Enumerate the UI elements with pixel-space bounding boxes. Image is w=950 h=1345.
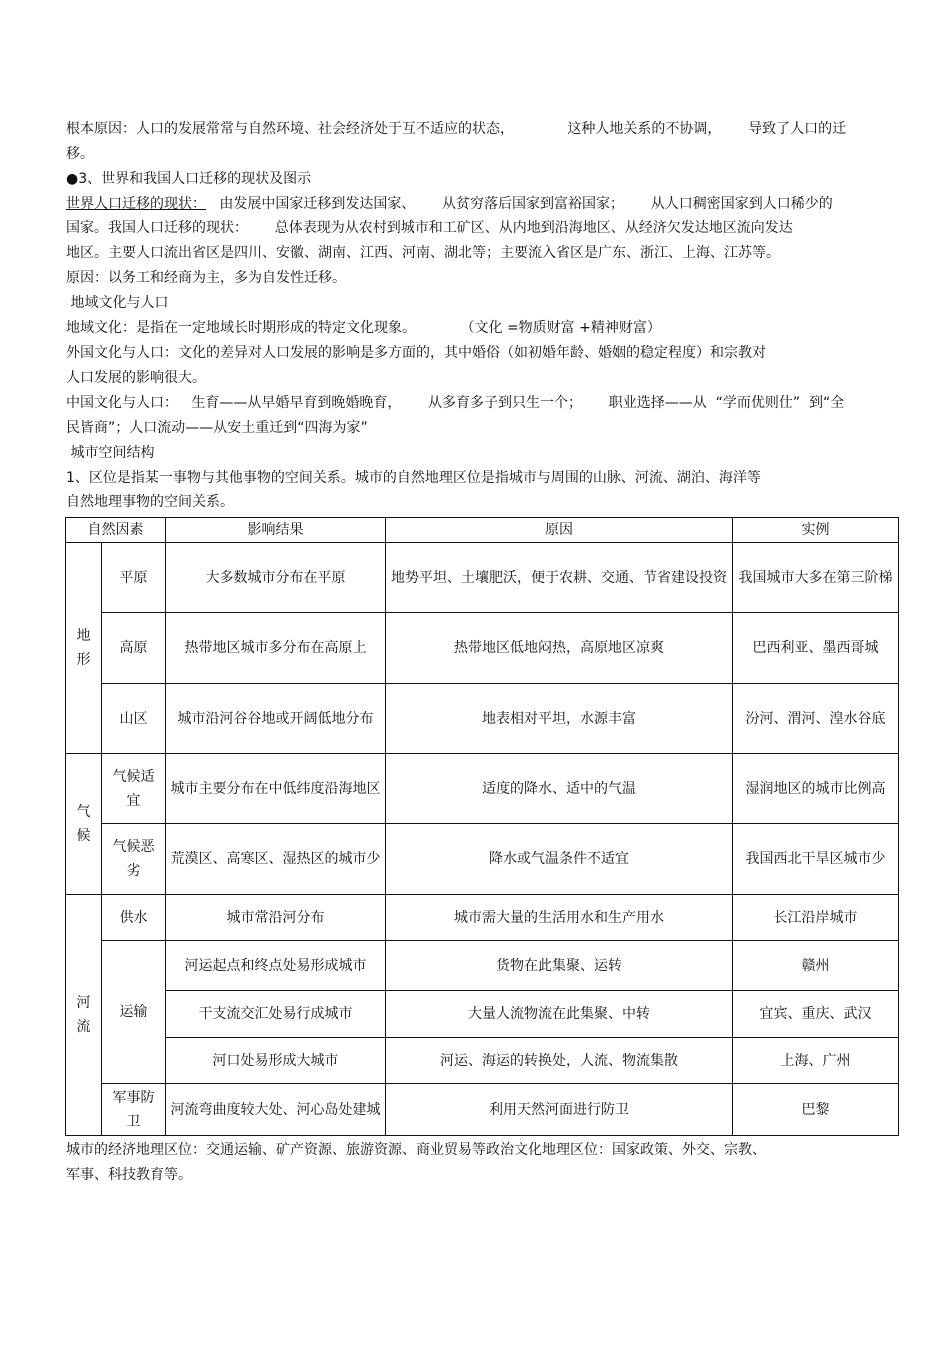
- text-line: 中国文化与人口： 生育——从早婚早育到晚婚晚育， 从多育多子到只生一个； 职业选择——从 “学而优则仕” 到“全: [66, 395, 845, 411]
- subfactor-cell: 平原: [102, 543, 166, 613]
- table-row: [66, 941, 899, 991]
- result-cell: 干支流交汇处易行成城市: [166, 991, 386, 1038]
- text-line: 人口发展的影响很大。: [66, 370, 206, 386]
- text-line: 1、区位是指某一事物与其他事物的空间关系。城市的自然地理区位是指城市与周围的山脉、河流、湖泊、海洋等: [66, 470, 761, 486]
- text-line: 外国文化与人口：文化的差异对人口发展的影响是多方面的，其中婚俗（如初婚年龄、婚姻的稳定程度）和宗教对: [66, 345, 766, 361]
- example-cell: 湿润地区的城市比例高: [733, 754, 899, 824]
- reason-cell: 地表相对平坦，水源丰富: [386, 684, 733, 754]
- text-line: 国家。我国人口迁移的现状： 总体表现为从农村到城市和工矿区、从内地到沿海地区、从经济欠发达地区流向发达: [66, 220, 793, 236]
- text-line: 自然地理事物的空间关系。: [66, 494, 234, 510]
- table-row: [66, 543, 899, 613]
- text-line: 原因：以务工和经商为主，多为自发性迁移。: [66, 270, 346, 286]
- subfactor-cell: 气候适宜: [102, 754, 166, 824]
- subfactor-cell: 高原: [102, 613, 166, 684]
- example-cell: 长江沿岸城市: [733, 895, 899, 941]
- reason-cell: 热带地区低地闷热，高原地区凉爽: [386, 613, 733, 684]
- section-heading: 地域文化与人口: [66, 295, 169, 311]
- header-example: 实例: [733, 518, 899, 543]
- group-terrain: 地形: [66, 543, 102, 754]
- result-cell: 大多数城市分布在平原: [166, 543, 386, 613]
- text-line: 移。: [66, 146, 94, 162]
- subfactor-cell: 气候恶劣: [102, 824, 166, 895]
- reason-cell: 大量人流物流在此集聚、中转: [386, 991, 733, 1038]
- reason-cell: 降水或气温条件不适宜: [386, 824, 733, 895]
- subfactor-cell: 山区: [102, 684, 166, 754]
- table-row: [66, 895, 899, 941]
- reason-cell: 河运、海运的转换处，人流、物流集散: [386, 1038, 733, 1084]
- example-cell: 汾河、渭河、湟水谷底: [733, 684, 899, 754]
- text-line: 军事、科技教育等。: [66, 1167, 192, 1183]
- subfactor-cell: 供水: [102, 895, 166, 941]
- text-line: 地区。主要人口流出省区是四川、安徽、湖南、江西、河南、湖北等；主要流入省区是广东、浙江、上海、江苏等。: [66, 245, 780, 261]
- example-cell: 宜宾、重庆、武汉: [733, 991, 899, 1038]
- section-heading: ●3、世界和我国人口迁移的现状及图示: [66, 171, 312, 187]
- table-row: [66, 824, 899, 895]
- table-row: [66, 754, 899, 824]
- subfactor-cell: 军事防卫: [102, 1084, 166, 1136]
- table-row: [66, 991, 899, 1038]
- reason-cell: 利用天然河面进行防卫: [386, 1084, 733, 1136]
- result-cell: 热带地区城市多分布在高原上: [166, 613, 386, 684]
- subfactor-cell: 运输: [102, 941, 166, 1084]
- example-cell: 赣州: [733, 941, 899, 991]
- result-cell: 河口处易形成大城市: [166, 1038, 386, 1084]
- reason-cell: 适度的降水、适中的气温: [386, 754, 733, 824]
- text-line: 民皆商”；人口流动——从安土重迁到“四海为家”: [66, 420, 368, 436]
- reason-cell: 城市需大量的生活用水和生产用水: [386, 895, 733, 941]
- result-cell: 河流弯曲度较大处、河心岛处建城: [166, 1084, 386, 1136]
- result-cell: 城市沿河谷谷地或开阔低地分布: [166, 684, 386, 754]
- text-line: [66, 195, 833, 213]
- reason-cell: 地势平坦、土壤肥沃，便于农耕、交通、节省建设投资: [386, 543, 733, 613]
- table-header-row: [66, 518, 899, 543]
- table-row: [66, 613, 899, 684]
- header-reason: 原因: [386, 518, 733, 543]
- table-row: [66, 684, 899, 754]
- result-cell: 城市主要分布在中低纬度沿海地区: [166, 754, 386, 824]
- group-climate: 气候: [66, 754, 102, 895]
- natural-factors-table: [65, 517, 899, 1136]
- table-row: [66, 1084, 899, 1136]
- example-cell: 巴黎: [733, 1084, 899, 1136]
- text-line: 根本原因：人口的发展常常与自然环境、社会经济处于互不适应的状态， 这种人地关系的不协调， 导致了人口的迁: [66, 121, 847, 137]
- result-cell: 城市常沿河分布: [166, 895, 386, 941]
- text-span: 由发展中国家迁移到发达国家、 从贫穷落后国家到富裕国家； 从人口稠密国家到人口稀少的: [206, 196, 833, 212]
- header-result: 影响结果: [166, 518, 386, 543]
- example-cell: 我国西北干旱区城市少: [733, 824, 899, 895]
- underlined-term: 世界人口迁移的现状：: [66, 196, 206, 212]
- example-cell: 我国城市大多在第三阶梯: [733, 543, 899, 613]
- text-line: 城市的经济地理区位：交通运输、矿产资源、旅游资源、商业贸易等政治文化地理区位：国家政策、外交、宗教、: [66, 1142, 766, 1158]
- reason-cell: 货物在此集聚、运转: [386, 941, 733, 991]
- group-river: 河流: [66, 895, 102, 1136]
- table-row: [66, 1038, 899, 1084]
- result-cell: 荒漠区、高寒区、湿热区的城市少: [166, 824, 386, 895]
- example-cell: 巴西利亚、墨西哥城: [733, 613, 899, 684]
- text-line: 地域文化：是指在一定地域长时期形成的特定文化现象。 （文化 =物质财富 +精神财富）: [66, 320, 661, 336]
- header-factor: 自然因素: [66, 518, 166, 543]
- section-heading: 城市空间结构: [66, 445, 155, 461]
- example-cell: 上海、广州: [733, 1038, 899, 1084]
- result-cell: 河运起点和终点处易形成城市: [166, 941, 386, 991]
